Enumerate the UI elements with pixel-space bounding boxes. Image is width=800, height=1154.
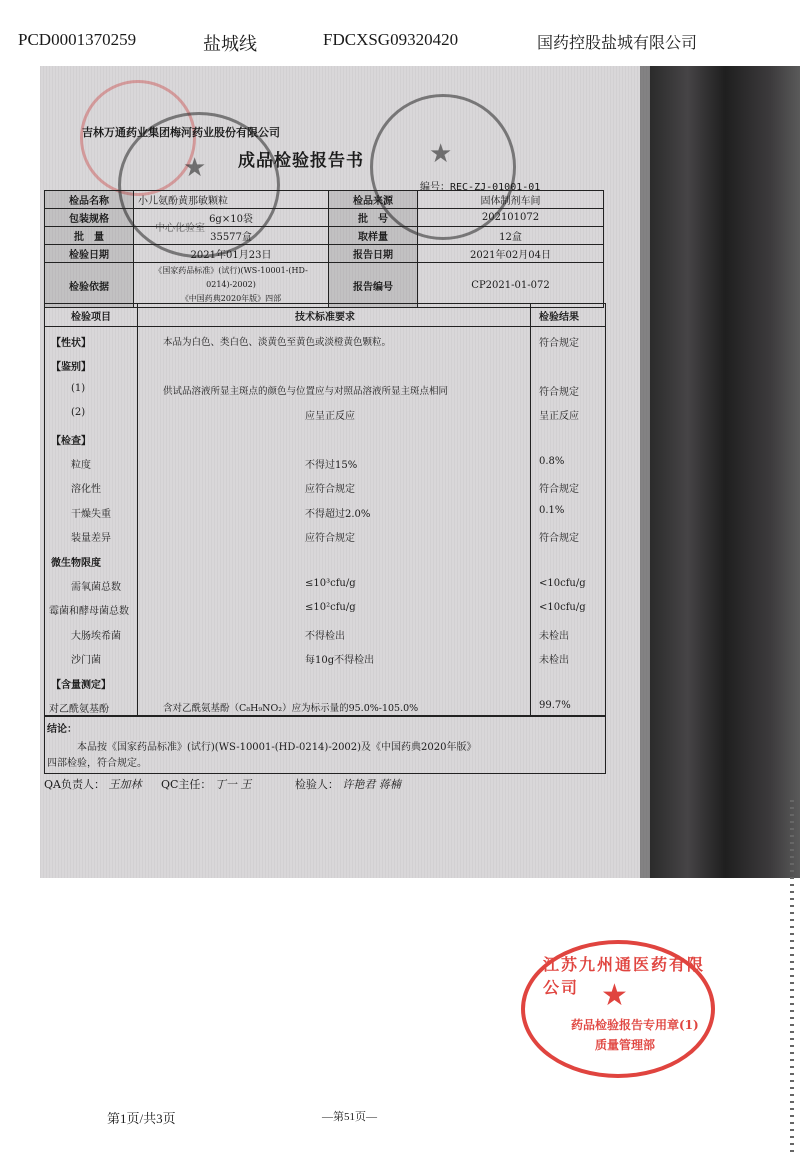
row-result: 符合规定 [539,338,579,349]
info-label: 检品来源 [329,191,418,209]
row-standard: 本品为白色、类白色、淡黄色至黄色或淡橙黄色颗粒。 [163,337,392,348]
info-value: CP2021-01-072 [418,263,604,308]
row-item: 微生物限度 [51,557,101,569]
row-result: 符合规定 [539,484,579,496]
row-result: <10cfu/g [539,578,586,589]
row-item: 大肠埃希菌 [71,630,121,642]
info-value: 202101072 [418,209,604,227]
receipt-code: FDCXSG09320420 [323,30,459,49]
row-standard: 不得检出 [305,630,345,642]
row-result: 符合规定 [539,386,579,398]
seal-arc-text: 江苏九州通医药有限公司 [543,955,706,997]
info-value: 6g×10袋 [134,209,329,227]
row-result: 0.8% [539,456,565,467]
seal-star-icon: ★ [183,153,207,183]
row-result: 呈正反应 [539,411,579,423]
qc-signature: 丁一 王 [214,778,252,791]
binding-holes [790,800,794,1154]
row-item: 【含量测定】 [51,679,111,691]
signature-row [44,776,401,792]
seal-label: 中心化验室 [155,223,205,234]
seal-star-icon: ★ [429,139,453,169]
conclusion-text: 四部检验，符合规定。 [47,758,147,769]
row-standard: 供试品溶液所显主斑点的颜色与位置应与对照品溶液所显主斑点相同 [163,385,449,397]
row-item: 【鉴别】 [51,362,91,374]
row-divider [45,326,605,327]
info-label: 检验日期 [45,245,134,263]
col-header-result: 检验结果 [539,312,579,323]
issuer-company: 吉林万通药业集团梅河药业股份有限公司 [82,126,280,139]
info-label: 取样量 [329,227,418,245]
inspector-label: 检验人： [294,778,339,791]
row-item: 装量差异 [71,533,111,545]
row-item: 需氧菌总数 [71,582,121,593]
inspector-signature: 许艳君 蒋楠 [342,778,401,791]
info-value: 12盒 [418,227,604,245]
row-standard: 应符合规定 [305,533,355,545]
row-standard: 每10g不得检出 [305,655,375,667]
info-value: 2021年01月23日 [134,245,329,263]
row-result: 0.1% [539,504,565,516]
report-title: 成品检验报告书 [238,151,364,171]
qc-label: QC主任： [160,778,212,791]
info-label: 检验依据 [45,263,134,308]
row-item: 沙门菌 [71,655,101,667]
row-result: 符合规定 [539,533,579,545]
row-item: 【性状】 [51,338,91,349]
row-item: 【检查】 [51,435,91,447]
red-quality-seal [521,940,715,1078]
row-result: 未检出 [539,655,569,667]
row-item: 干燥失重 [71,508,111,520]
page-number: —第51页— [322,1111,377,1123]
row-standard: 不得超过2.0% [305,508,371,520]
conclusion-label: 结论： [47,724,77,735]
row-item: (2) [71,407,86,419]
info-label: 批 号 [329,209,418,227]
row-item: 霉菌和酵母菌总数 [49,606,129,618]
info-value: 2021年02月04日 [418,245,604,263]
conclusion-text: 本品按《国家药品标准》(试行)(WS-10001-(HD-0214)-2002)及《中国药典2020年版》 [77,742,477,753]
basis-line: 《国家药品标准》(试行)(WS-10001-(HD-0214)-2002) [154,266,308,289]
info-label: 检品名称 [45,191,134,209]
seal-line: 药品检验报告专用章(1) [571,1018,699,1032]
basis-cell [134,263,329,308]
row-result: 未检出 [539,630,569,642]
row-item: 粒度 [71,460,91,471]
col-divider [530,304,531,716]
line-name: 盐城线 [203,34,257,55]
info-label: 报告编号 [329,263,418,308]
document-code: PCD0001370259 [18,30,137,49]
row-standard: 应呈正反应 [305,411,355,423]
seal-line: 质量管理部 [595,1038,656,1052]
scan-dark-edge [650,66,800,878]
row-standard: 不得过15% [305,460,358,471]
report-number: 编号：REC-ZJ-01001-01 [420,182,541,193]
row-result: 99.7% [539,700,571,711]
col-header-standard: 技术标准要求 [295,312,355,323]
row-standard: 应符合规定 [305,484,355,496]
row-standard: ≤10²cfu/g [305,602,356,614]
red-star-icon: ★ [601,978,628,1013]
page-count: 第1页/共3页 [107,1111,176,1126]
info-label: 报告日期 [329,245,418,263]
info-value: 固体制剂车间 [418,191,604,209]
info-table [44,190,604,308]
info-label: 包装规格 [45,209,134,227]
col-header-item: 检验项目 [71,312,111,323]
row-item: (1) [71,382,86,394]
basis-line: 《中国药典2020年版》四部 [180,294,282,303]
conclusion-box [44,715,606,774]
row-result: <10cfu/g [539,602,586,614]
qa-signature: 王加林 [108,778,142,791]
row-item: 对乙酰氨基酚 [49,704,109,715]
row-item: 溶化性 [71,484,101,496]
col-divider [137,304,138,716]
info-value: 35577盒 [134,227,329,245]
row-standard: 含对乙酰氨基酚（C₈H₉NO₂）应为标示量的95.0%-105.0% [163,703,419,714]
info-value: 小儿氨酚黄那敏颗粒 [134,191,329,209]
info-label: 批 量 [45,227,134,245]
company-header: 国药控股盐城有限公司 [537,33,698,52]
test-table [44,303,606,717]
qa-label: QA负责人： [44,778,105,791]
row-standard: ≤10³cfu/g [305,578,356,589]
